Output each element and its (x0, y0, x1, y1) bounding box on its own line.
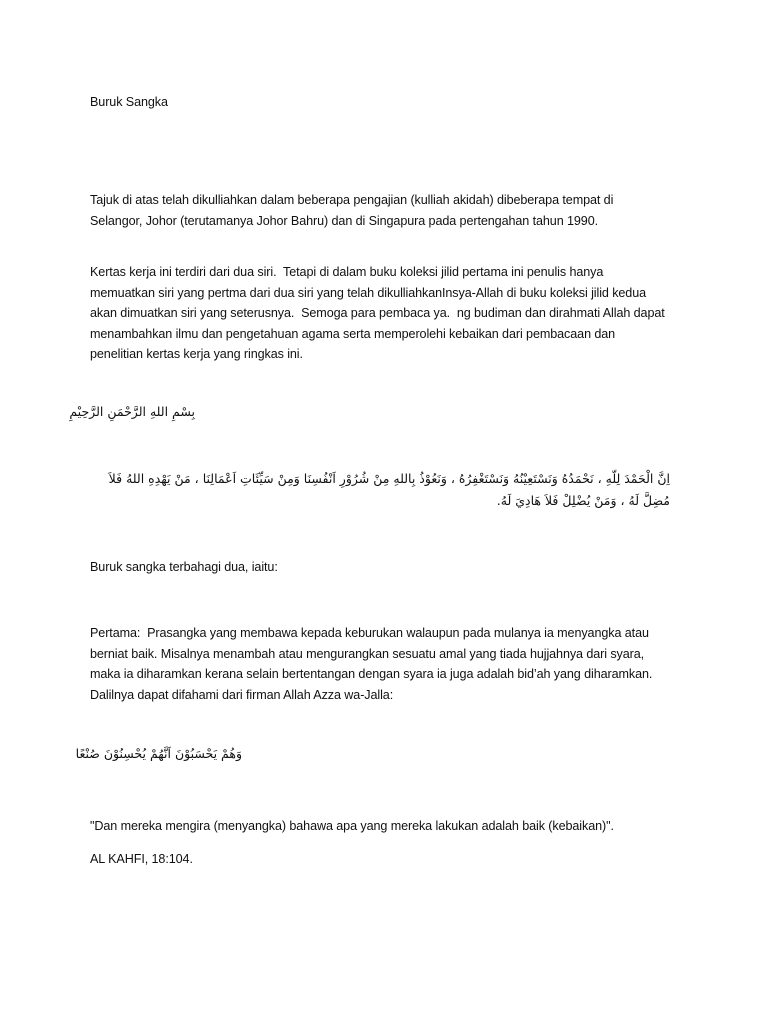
pertama-paragraph: Pertama: Prasangka yang membawa kepada keburukan walaupun pada mulanya ia menyangka atau berniat baik. Misalnya menambah atau mengurangkan sesuatu amal yang tiada hujjahnya dari syara, maka ia diharamkan kerana selain bertentangan dengan syara ia juga adalah bid’ah yang diharamkan. Dalilnya dapat difahami dari firman Allah Azza wa-Jalla: (90, 626, 653, 702)
intro-paragraph: Tajuk di atas telah dikulliahkan dalam beberapa pengajian (kulliah akidah) dibeberapa tempat di Selangor, Johor (terutamanya Johor Bahru) dan di Singapura pada pertengahan tahun 1990. (90, 193, 614, 228)
verse-reference: AL KAHFI, 18:104. (90, 852, 193, 866)
section-heading: Buruk sangka terbahagi dua, iaitu: (90, 560, 278, 574)
basmalah-arabic: بِسْمِ اللهِ الرَّحْمَنِ الرَّحِيْمِ (69, 404, 195, 419)
quran-verse-arabic: وَهُمْ يَحْسَبُوْنَ اَنَّهُمْ يُحْسِنُوْنَ صُنْعًا (75, 746, 242, 761)
document-title: Buruk Sangka (90, 95, 168, 109)
intro-paragraph-second: Kertas kerja ini terdiri dari dua siri. Tetapi di dalam buku koleksi jilid pertama ini penulis hanya memuatkan siri yang pertma dari dua siri yang telah dikulliahkanInsya-Allah di buku koleksi jilid kedua akan dimuatkan siri yang seterusnya. Semoga para pembaca ya. ng budiman dan dirahmati Allah dapat menambahkan ilmu dan pengetahuan agama serta memperolehi kebaikan dari pembacaan dan penelitian kertas kerja yang ringkas ini. (90, 265, 665, 362)
khutbah-arabic: اِنَّ الْحَمْدَ لِلّهِ ، نَحْمَدُهُ وَنَسْتَعِيْنُهُ وَنَسْتَغْفِرُهُ ، وَنَعُوْذُ بِاللهِ مِنْ شُرُوْرِ اَنْفُسِنَا وَمِنْ سَيِّئَاتِ اَعْمَالِنَا ، مَنْ يَهْدِهِ اللهُ فَلاَ مُضِلَّ لَهُ ، وَمَنْ يُضْلِلْ فَلاَ هَادِيَ لَهُ. (108, 471, 670, 508)
verse-translation: "Dan mereka mengira (menyangka) bahawa apa yang mereka lakukan adalah baik (kebaikan)". (90, 819, 614, 833)
